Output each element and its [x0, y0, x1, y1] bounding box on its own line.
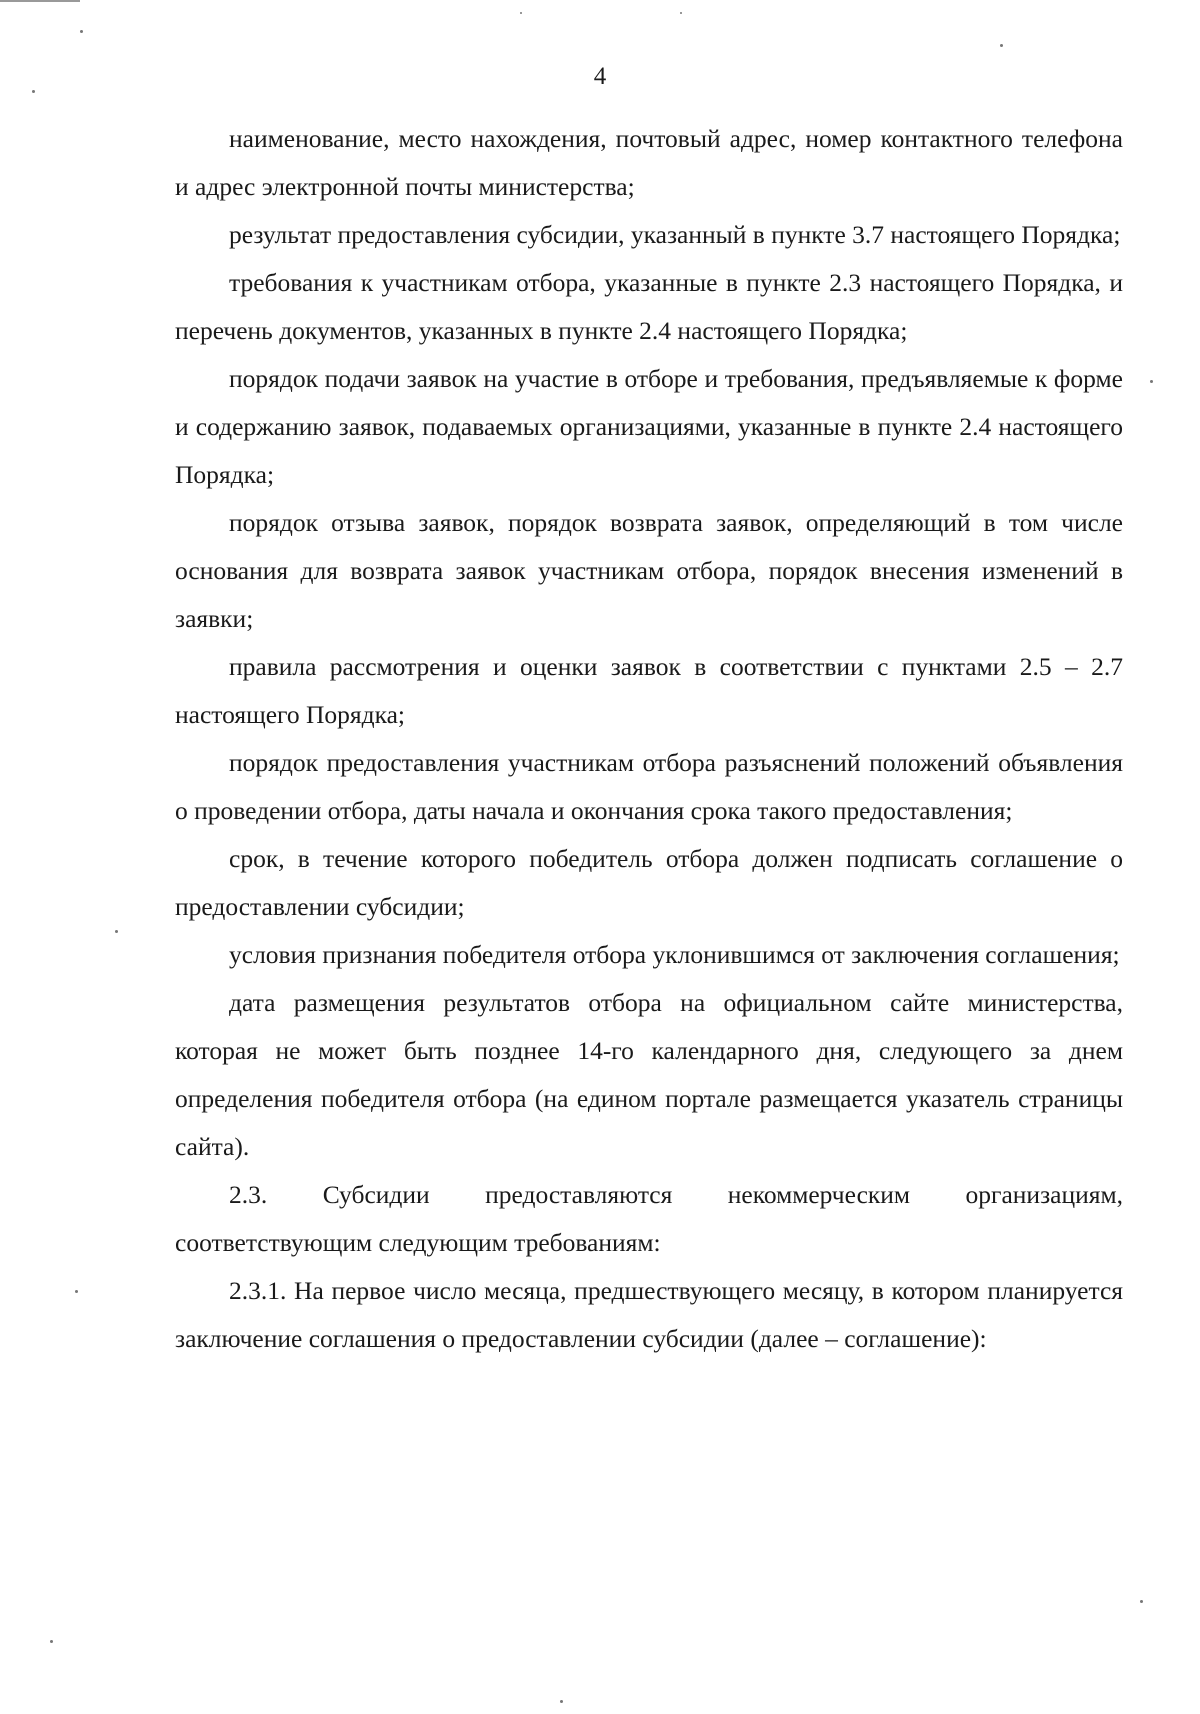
paragraph: наименование, место нахождения, почтовый адрес, номер контактного телефона и адрес электронной почты министерства;	[175, 124, 1123, 201]
scan-speck	[1000, 44, 1003, 47]
paragraph: срок, в течение которого победитель отбора должен подписать соглашение о предоставлении субсидии;	[175, 844, 1123, 921]
scan-speck	[50, 1640, 53, 1643]
paragraph: условия признания победителя отбора уклонившимся от заключения соглашения;	[229, 940, 1120, 969]
scan-speck	[75, 1290, 78, 1293]
scan-speck	[680, 12, 682, 14]
paragraph: порядок предоставления участникам отбора разъяснений положений объявления о проведении отбора, даты начала и окончания срока такого предоставления;	[175, 748, 1123, 825]
paragraph: правила рассмотрения и оценки заявок в соответствии с пунктами 2.5 – 2.7 настоящего Порядка;	[175, 652, 1123, 729]
section-paragraph-2-3: 2.3. Субсидии предоставляются некоммерческим организациям, соответствующим следующим требованиям:	[175, 1180, 1123, 1257]
paragraph: требования к участникам отбора, указанные в пункте 2.3 настоящего Порядка, и перечень документов, указанных в пункте 2.4 настоящего Порядка;	[175, 268, 1123, 345]
scan-speck	[1140, 1600, 1143, 1603]
scan-speck	[80, 30, 83, 33]
page-number: 4	[593, 63, 607, 90]
paragraph: результат предоставления субсидии, указанный в пункте 3.7 настоящего Порядка;	[229, 220, 1121, 249]
scan-speck	[32, 90, 35, 93]
scan-speck	[115, 930, 118, 933]
scan-speck	[1150, 380, 1153, 383]
scan-edge-mark	[0, 0, 80, 2]
paragraph: порядок отзыва заявок, порядок возврата заявок, определяющий в том числе основания для возврата заявок участникам отбора, порядок внесения изменений в заявки;	[175, 508, 1123, 633]
scan-speck	[520, 12, 522, 14]
paragraph: порядок подачи заявок на участие в отборе и требования, предъявляемые к форме и содержанию заявок, подаваемых организациями, указанные в пункте 2.4 настоящего Порядка;	[175, 364, 1123, 489]
section-paragraph-2-3-1: 2.3.1. На первое число месяца, предшествующего месяцу, в котором планируется заключение соглашения о предоставлении субсидии (далее – соглашение):	[175, 1276, 1123, 1353]
paragraph: дата размещения результатов отбора на официальном сайте министерства, которая не может быть позднее 14-го календарного дня, следующего за днем определения победителя отбора (на едином портале размещается указатель страницы сайта).	[175, 988, 1123, 1161]
document-body	[175, 115, 1123, 1363]
scan-speck	[560, 1700, 563, 1703]
